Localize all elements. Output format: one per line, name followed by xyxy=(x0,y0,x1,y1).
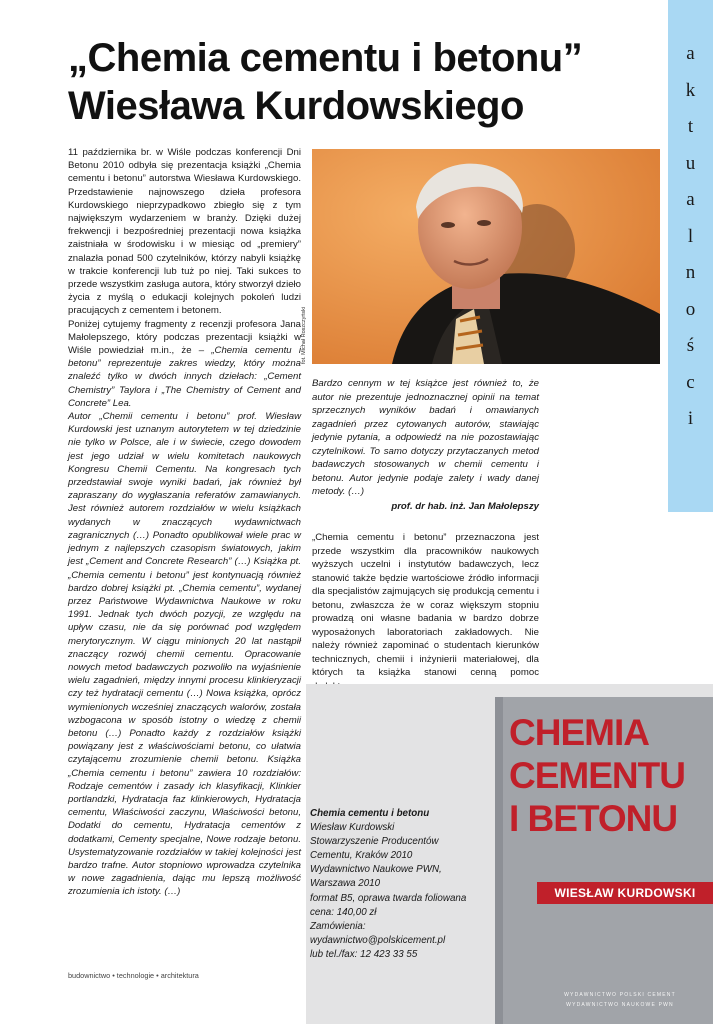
section-letter: a xyxy=(686,189,695,210)
book-cover-publisher-line: WYDAWNICTWO NAUKOWE PWN xyxy=(566,1002,674,1008)
book-details-line: Stowarzyszenie Producentów xyxy=(310,836,439,848)
author-photo xyxy=(312,149,660,364)
order-email[interactable]: wydawnictwo@polskicement.pl xyxy=(310,934,446,946)
section-letter: u xyxy=(685,152,696,174)
book-cover-title-line: CEMENTU xyxy=(509,755,685,796)
book-details-line: Zamówienia: xyxy=(310,920,366,932)
review-quote: „Chemia cementu i betonu” reprezentuje zakres wiedzy, który można znaleźć tylko w dwóch innych dziełach: „Cement Chemistry” Taylora i „The Chemistry of Cement and Concrete” Lea. xyxy=(68,345,301,409)
book-details-line: Warszawa 2010 xyxy=(310,878,381,890)
section-letter: ś xyxy=(686,335,695,356)
left-column xyxy=(68,146,301,899)
book-details-line: Wiesław Kurdowski xyxy=(310,822,395,834)
review-lead: Poniżej cytujemy fragmenty z recenzji profesora Jana Małolepszego, który podczas prezentacji książki w Wiśle powiedział m.in., że – xyxy=(68,318,301,357)
review-quote-continued: Autor „Chemii cementu i betonu” prof. Wiesław Kurdowski jest uznanym autorytetem w tej dziedzinie nie tylko w Polsce, ale i w świecie, czego dowodem jest jego udział w wielu komitetach naukowych Kongresu Chemii Cementu. Na kongresach tych przedstawiał swoje wyniki badań, jak również był zapraszany do wygłaszania referatów zamawianych. Jest również autorem rozdziałów w wielu książkach wydanych w znaczących wydawnictwach zagranicznych (…) Ponadto opublikował wiele prac w jednym z najlepszych czasopism światowych, jakim jest „Cement and Concrete Research” (…) Książka pt. „Chemia cementu i betonu” jest kontynuacją również bardzo dobrej książki pt. „Chemia cementu”, wydanej przez Państwowe Wydawnictwa Naukowe w roku 1991. Jednak tych dwóch pozycji, ze względu na upływ czasu, nie da się porównać pod względem merytorycznym. W ciągu minionych 20 lat nastąpił znaczący rozwój chemii cementu. Opracowanie nowych metod badawczych pozwoliło na wyjaśnienie wielu zagadnień, między innymi procesu klinkieryzacji czy też hydratacji cementu (…) Nowa książka, oprócz wymienionych wcześniej znaczących walorów, została wzbogacona w sposób istotny o wiedzę z chemii betonu (…) Ponadto każdy z rozdziałów książki powiązany jest z właściwościami betonu, co ułatwia czytającemu zrozumienie chemii betonu. Książka „Chemia cementu i betonu” zawiera 10 rozdziałów: Rodzaje cementów i zasady ich klasyfikacji, Klinkier portlandzki, Hydratacja faz klinkierowych, Hydratacja cementu, Właściwości zaczynu, Właściwości betonu, Dodatki do cementu, Hydratacja cementów z dodatkami, Cementy specjalne, Nowe rodzaje betonu. Usystematyzowanie rozdziałów w takiej kolejności jest bardzo trafne. Autor stopniowo wprowadza czytelnika w nowe zagadnienia, dając mu lepszą możliwość zrozumienia ich istoty. (…) xyxy=(68,411,301,898)
photo-credit-text: fot. Michał Roszczyński xyxy=(301,306,307,364)
book-details-line: Cementu, Kraków 2010 xyxy=(310,850,413,862)
order-phone: lub tel./fax: 12 423 33 55 xyxy=(310,948,418,960)
section-label xyxy=(668,36,713,438)
book-cover-publisher-line: WYDAWNICTWO POLSKI CEMENT xyxy=(564,992,676,998)
article-title-line2: Wiesława Kurdowskiego xyxy=(68,84,524,128)
reviewer-signature: prof. dr hab. inż. Jan Małolepszy xyxy=(391,501,539,512)
book-details-line: Wydawnictwo Naukowe PWN, xyxy=(310,864,442,876)
article-title xyxy=(68,34,648,130)
section-letter: l xyxy=(687,225,694,247)
book-cover-title-line: I BETONU xyxy=(509,798,678,839)
section-letter: i xyxy=(687,408,694,429)
section-letter: t xyxy=(687,116,694,137)
section-letter: o xyxy=(685,298,696,320)
book-cover-author-bar xyxy=(537,882,713,904)
book-spine xyxy=(495,697,503,1024)
section-letter: a xyxy=(686,43,695,64)
photo-credit xyxy=(301,300,311,364)
book-cover xyxy=(495,697,713,1024)
section-side-strip xyxy=(668,0,713,512)
book-details-line: cena: 140,00 zł xyxy=(310,906,377,918)
article-title-line1: „Chemia cementu i betonu” xyxy=(68,36,583,80)
book-cover-author: WIESŁAW KURDOWSKI xyxy=(554,886,696,900)
review-paragraph xyxy=(68,318,301,410)
section-letter: n xyxy=(685,262,696,283)
section-letter: k xyxy=(685,79,696,101)
right-column-quote: Bardzo cennym w tej książce jest również to, że autor nie prezentuje jednoznacznej opinii na temat sprzecznych wyników badań i omawianych zagadnień przez cytowanych autorów, stawiając jedynie pytania, a odpowiedź na nie pozostawiając czytelnikowi. To samo dotyczy przytaczanych metod badawczych stosowanych w chemii cementu i betonu. Autor jedynie podaje zalety i wady danej metody. (…) xyxy=(312,378,539,497)
book-cover-publisher xyxy=(535,990,705,1010)
intro-paragraph: 11 października br. w Wiśle podczas konferencji Dni Betonu 2010 odbyła się prezentacja książki „Chemia cementu i betonu” autorstwa Wiesława Kurdowskiego. Przedstawienie najnowszego dzieła profesora Kurdowskiego nieprzypadkowo zbiegło się z tym największym wydarzeniem w branży. Dzięki dużej frekwencji i bezpośredniej prezentacji nowa książka zaistniała w środowisku i w miesiąc od „premiery” znalazła ponad 500 czytelników, którzy nabyli książkę w trakcie konferencji lub tuż po niej. Taki sukces to przede wszystkim zasługa autora, który stworzył dzieło życia z myślą o edukacji kolejnych pokoleń ludzi pracujących z cementem i betonem. xyxy=(68,147,301,317)
book-details-title: Chemia cementu i betonu xyxy=(310,808,430,819)
right-column-paragraph: „Chemia cementu i betonu” przeznaczona jest przede wszystkim dla pracowników naukowych wyższych uczelni i instytutów badawczych, lecz stanowić także będzie wartościowe źródło informacji dla specjalistów zajmujących się produkcją cementu i betonu, zwłaszcza że w coraz większym stopniu prowadzą oni własne badania w bardzo dobrze wyposażonych laboratoriach zakładowych. Nie należy również zapominać o studentach kierunków technicznych, chemii i inżynierii materiałowej, dla których ta książka stanowi cenną pomoc xyxy=(312,532,539,678)
page-footer: budownictwo • technologie • architektura xyxy=(68,971,199,980)
author-portrait-image xyxy=(312,149,660,364)
section-letter: c xyxy=(686,371,695,393)
book-details xyxy=(310,807,490,962)
book-cover-title-line: CHEMIA xyxy=(509,712,649,753)
book-details-line: format B5, oprawa twarda foliowana xyxy=(310,892,467,904)
book-cover-title xyxy=(509,711,709,840)
